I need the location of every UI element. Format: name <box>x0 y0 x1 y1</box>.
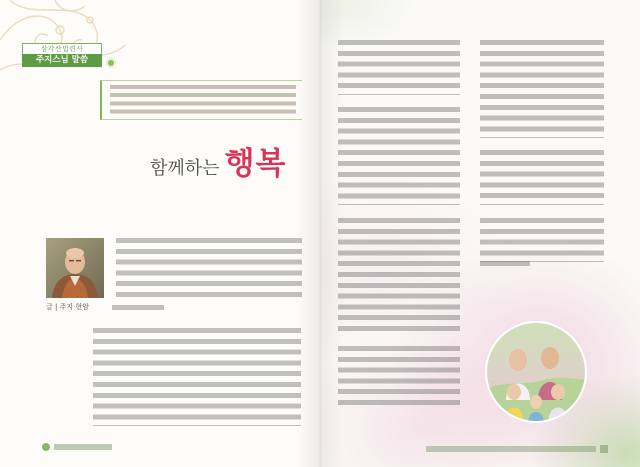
body-text-block <box>480 40 604 138</box>
author-photo <box>46 238 104 298</box>
page-title <box>150 138 286 183</box>
body-text-block <box>338 40 460 95</box>
right-footer <box>426 446 596 452</box>
body-text-block <box>480 261 530 267</box>
body-text-block <box>93 328 301 426</box>
body-text-block <box>338 346 460 406</box>
section-badge <box>22 43 102 67</box>
section-name: 주지스님 말씀 <box>22 54 102 67</box>
quote-box <box>100 80 302 120</box>
body-text-block <box>480 218 604 262</box>
body-text-block <box>116 238 302 303</box>
quote-text <box>110 85 296 115</box>
family-photo <box>484 320 588 424</box>
temple-logo-icon <box>42 443 50 451</box>
body-text-block <box>480 150 604 205</box>
lotus-icon <box>106 58 116 68</box>
body-text-block <box>338 218 460 332</box>
author-caption: 글 | 주지 현암 <box>46 303 89 311</box>
left-footer <box>54 444 112 450</box>
title-main: 행복 <box>224 146 287 182</box>
title-prefix: 함께하는 <box>150 158 220 179</box>
page-number-mark <box>600 445 608 453</box>
publisher-name: 삼각산법련사 <box>22 43 102 54</box>
body-text-block <box>338 107 460 205</box>
page-spine <box>296 0 344 467</box>
body-text-block <box>112 305 164 311</box>
